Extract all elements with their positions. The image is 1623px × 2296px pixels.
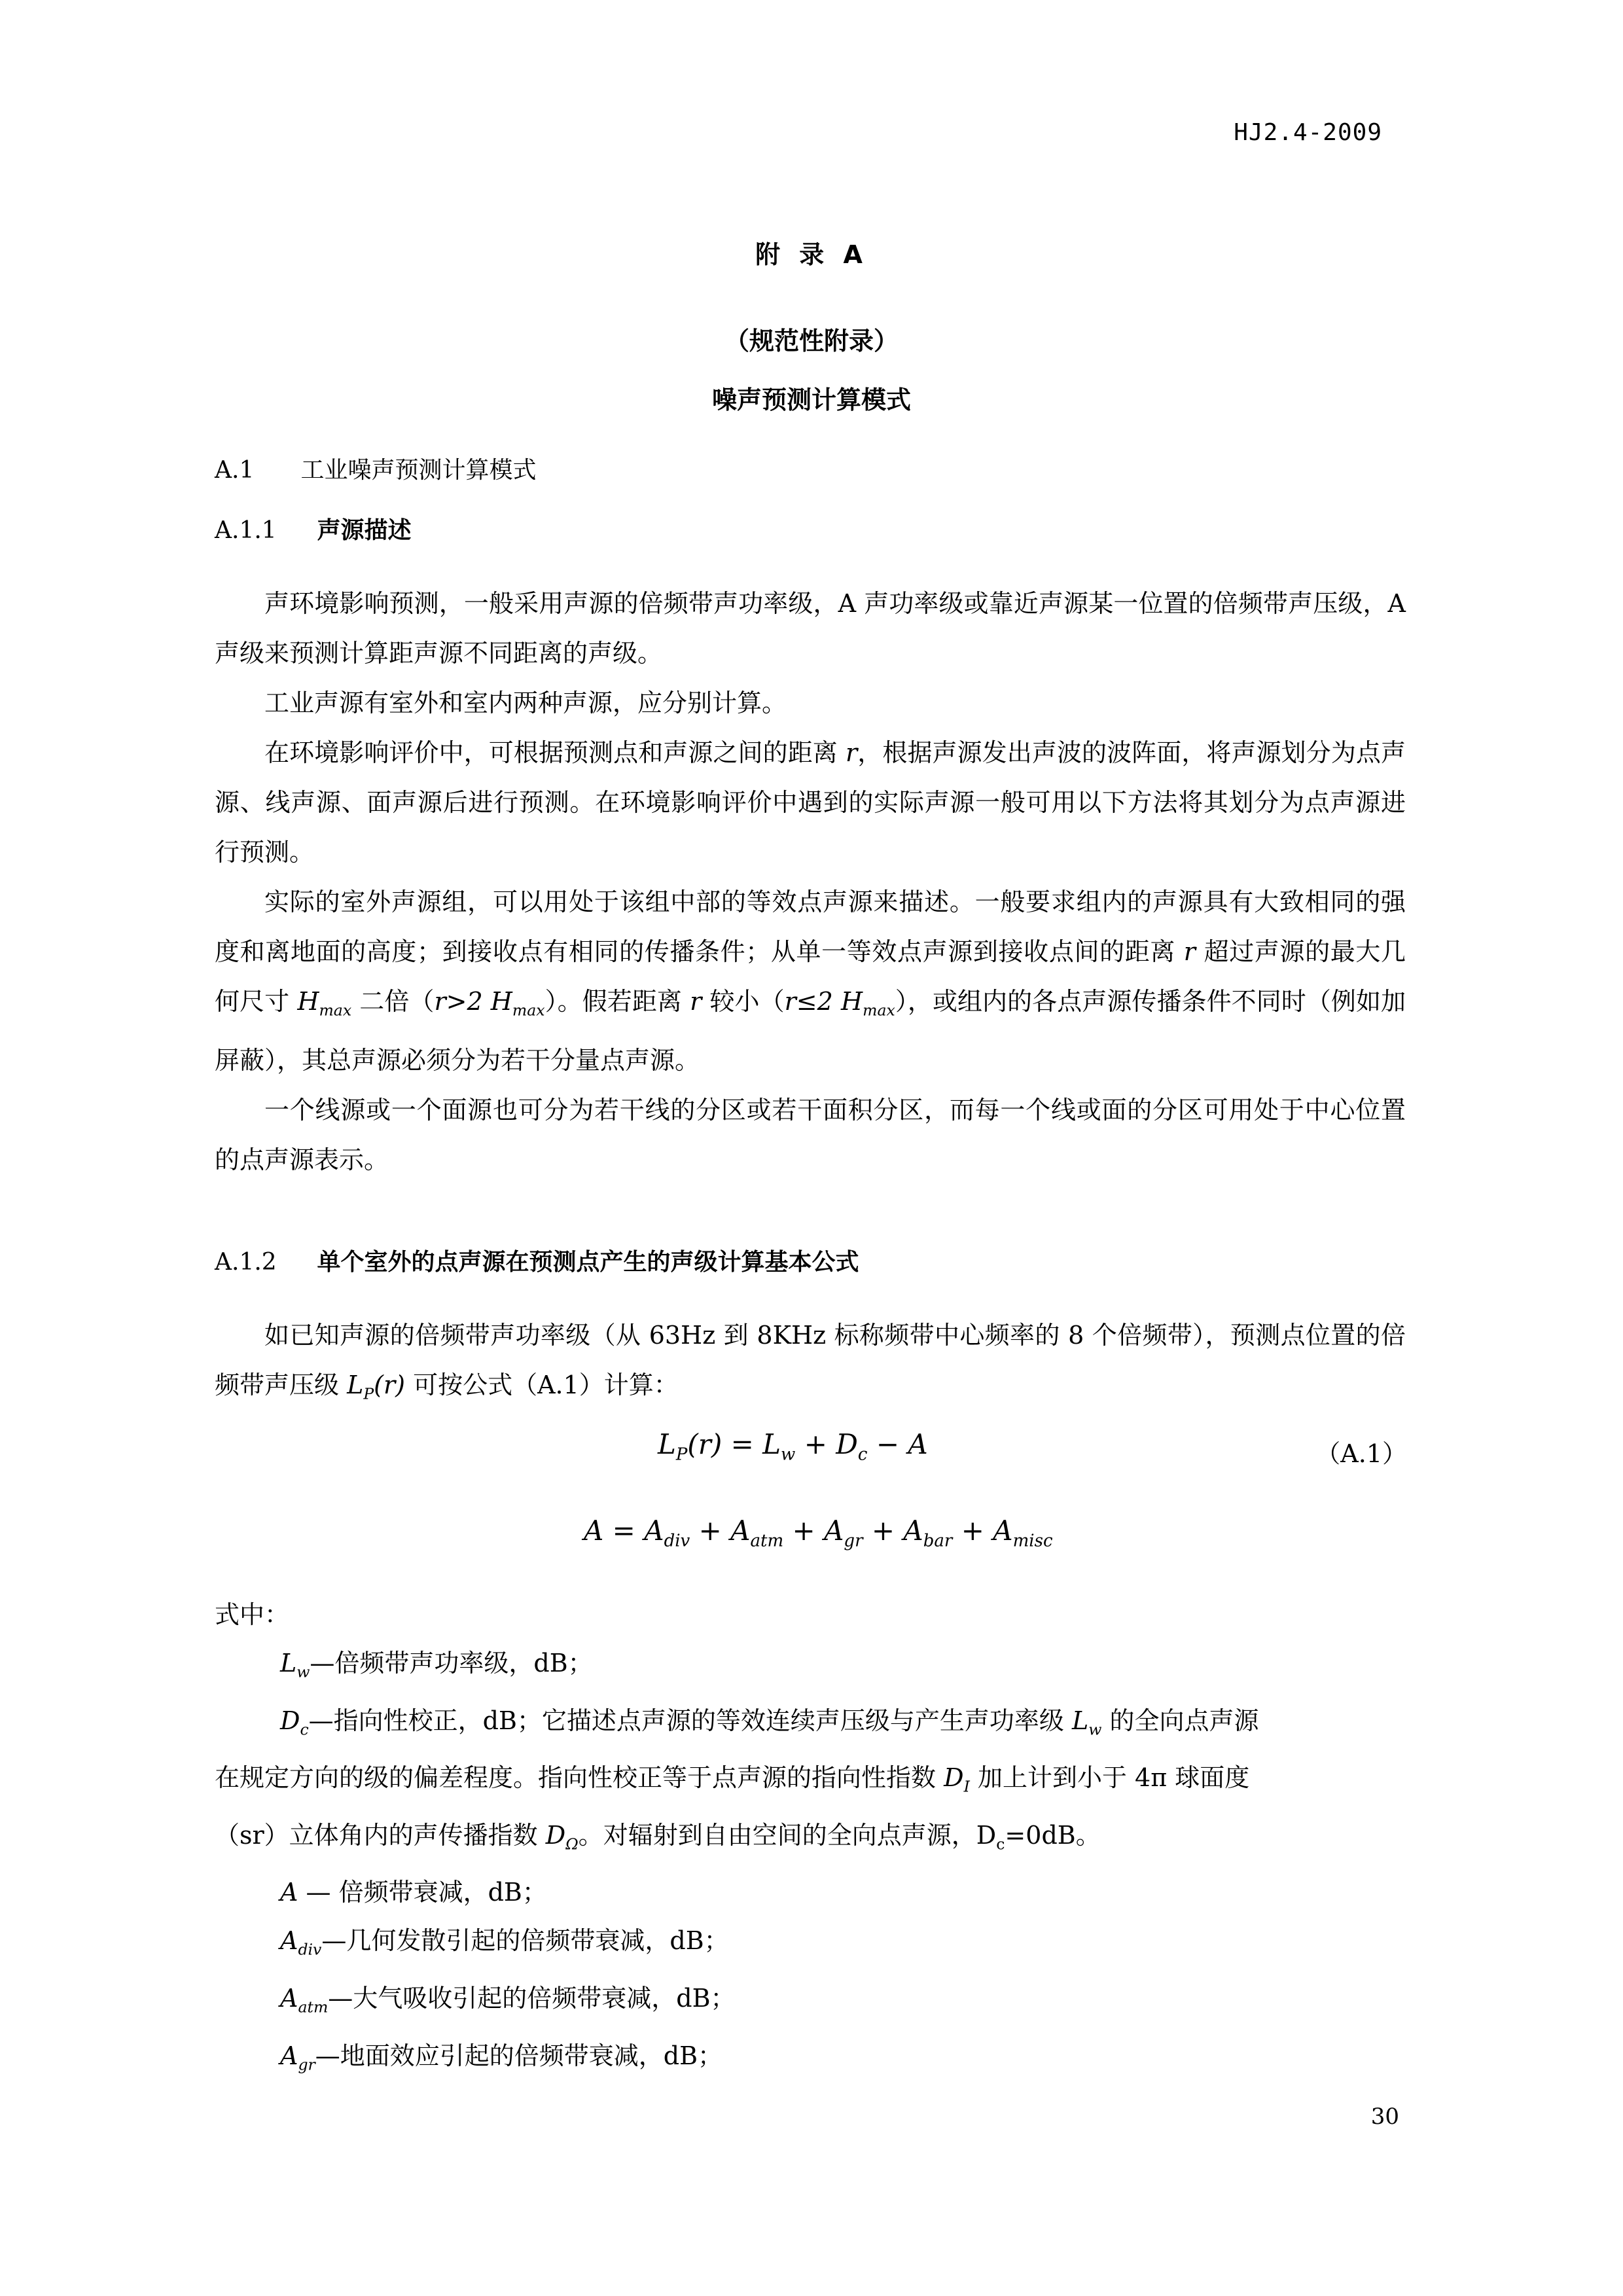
paragraph xyxy=(215,877,1406,1085)
eq-symbol: + A xyxy=(952,1515,1013,1547)
eq-subscript: bar xyxy=(923,1531,953,1551)
math-subscript: gr xyxy=(298,2055,315,2074)
section-title: 声源描述 xyxy=(317,517,412,544)
math-symbol: (r) xyxy=(374,1371,405,1399)
definition-dc xyxy=(215,1696,1406,1754)
section-title: 工业噪声预测计算模式 xyxy=(300,457,537,484)
equation-a1 xyxy=(658,1428,928,1464)
text-run: —地面效应引起的倍频带衰减，dB； xyxy=(315,2041,723,2070)
eq-subscript: misc xyxy=(1012,1531,1053,1551)
definition-adiv xyxy=(215,1916,1406,1974)
math-symbol: H xyxy=(297,987,319,1016)
eq-symbol: + A xyxy=(783,1515,844,1547)
math-symbol: r xyxy=(1183,937,1196,966)
text-run: 的全向点声源 xyxy=(1101,1706,1259,1735)
math-subscript: max xyxy=(512,1001,545,1020)
eq-symbol: + A xyxy=(863,1515,923,1547)
math-symbol: D xyxy=(280,1706,300,1735)
math-symbol: r xyxy=(846,738,858,767)
section-a11-heading xyxy=(215,512,411,545)
eq-subscript: c xyxy=(857,1444,868,1465)
eq-symbol: A = A xyxy=(584,1515,664,1547)
paragraph: 工业声源有室外和室内两种声源，应分别计算。 xyxy=(264,689,787,717)
eq-subscript: w xyxy=(781,1444,796,1465)
math-subscript: w xyxy=(296,1662,310,1681)
text-run: 在环境影响评价中，可根据预测点和声源之间的距离 xyxy=(264,738,846,767)
math-symbol: r>2 H xyxy=(434,987,512,1016)
definitions-list xyxy=(215,1590,1406,2089)
text-run: 如已知声源的倍频带声功率级（从 63Hz 到 8KHz 标称频带中心频率的 8 个倍频带），预测点位置的倍频带声压级 xyxy=(215,1321,1406,1399)
math-subscript: max xyxy=(319,1001,352,1020)
definition-agr xyxy=(215,2032,1406,2089)
math-symbol: A xyxy=(280,1926,298,1956)
text-run: — 倍频带衰减，dB； xyxy=(298,1878,547,1907)
math-subscript: Ω xyxy=(565,1835,579,1854)
text-run: 实际的室外声源组，可以用处于该组中部的等效点声源来描述。一般要求组内的声源具有大致相同的强度和离地面的高度；到接收点有相同的传播条件；从单一等效点声源到接收点间的距离 xyxy=(215,888,1406,966)
text-run: —大气吸收引起的倍频带衰减，dB； xyxy=(328,1983,736,2013)
text-run: =0dB。 xyxy=(1005,1820,1101,1850)
body-text-block-1 xyxy=(215,579,1406,1185)
text-run: ，根据声源发出声波的波阵面，将声源划分为点声源、线声源、面声源后进行预测。在环境影响评价中遇到的实际声源一般可用以下方法将其划分为点声源进行预测。 xyxy=(215,738,1406,867)
appendix-subtitle: （规范性附录） xyxy=(724,327,899,355)
section-number: A.1 xyxy=(215,457,255,484)
paragraph: 一个线源或一个面源也可分为若干线的分区或若干面积分区，而每一个线或面的分区可用处于中心位置的点声源表示。 xyxy=(215,1095,1406,1174)
text-run: 二倍（ xyxy=(351,987,435,1016)
paragraph xyxy=(215,728,1406,877)
definition-lw xyxy=(215,1639,1406,1696)
eq-subscript: P xyxy=(675,1444,688,1465)
math-symbol: A xyxy=(280,1983,298,2013)
math-symbol: L xyxy=(347,1371,364,1399)
paragraph: 声环境影响预测，一般采用声源的倍频带声功率级，A 声功率级或靠近声源某一位置的倍频带声压级，A 声级来预测计算距声源不同距离的声级。 xyxy=(215,589,1406,668)
page-number: 30 xyxy=(1370,2104,1399,2130)
eq-subscript: gr xyxy=(844,1531,863,1551)
math-subscript: c xyxy=(996,1835,1005,1854)
eq-subscript: atm xyxy=(750,1531,784,1551)
paragraph xyxy=(215,1310,1406,1419)
math-symbol: A xyxy=(280,2041,298,2070)
definitions-lead: 式中： xyxy=(215,1600,290,1629)
text-run: 可按公式（A.1）计算： xyxy=(405,1371,679,1399)
equation-attenuation xyxy=(584,1515,1053,1551)
math-subscript: div xyxy=(298,1940,322,1959)
equation-label: （A.1） xyxy=(1315,1439,1407,1468)
section-title: 单个室外的点声源在预测点产生的声级计算基本公式 xyxy=(317,1249,859,1276)
eq-symbol: L xyxy=(658,1428,676,1460)
definition-a xyxy=(215,1868,1406,1916)
text-run: —指向性校正，dB；它描述点声源的等效连续声压级与产生声功率级 xyxy=(308,1706,1073,1735)
section-number: A.1.1 xyxy=(215,517,277,544)
text-run: （sr）立体角内的声传播指数 xyxy=(215,1820,546,1850)
text-run: ）。假若距离 xyxy=(544,987,690,1016)
eq-symbol: + D xyxy=(795,1428,858,1460)
document-id: HJ2.4-2009 xyxy=(1234,119,1382,146)
eq-symbol: + A xyxy=(690,1515,751,1547)
math-subscript: atm xyxy=(298,1998,329,2017)
appendix-title: 附 录 A xyxy=(755,240,868,269)
math-symbol: r≤2 H xyxy=(784,987,863,1016)
text-run: —倍频带声功率级，dB； xyxy=(310,1649,593,1677)
math-subscript: w xyxy=(1088,1720,1102,1739)
math-symbol: L xyxy=(1072,1706,1089,1735)
math-symbol: D xyxy=(944,1763,964,1793)
appendix-main-title: 噪声预测计算模式 xyxy=(711,386,911,414)
eq-symbol: (r) = L xyxy=(687,1428,781,1460)
math-symbol: r xyxy=(690,987,702,1016)
text-run: 超过声源的最大几何尺寸 xyxy=(215,937,1406,1016)
section-number: A.1.2 xyxy=(215,1249,277,1276)
text-run: —几何发散引起的倍频带衰减，dB； xyxy=(321,1926,729,1956)
math-subscript: I xyxy=(963,1777,970,1796)
section-a1-heading xyxy=(215,452,536,485)
eq-symbol: − A xyxy=(867,1428,928,1460)
definition-aatm xyxy=(215,1974,1406,2032)
math-symbol: L xyxy=(280,1649,297,1677)
text-run: 在规定方向的级的偏差程度。指向性校正等于点声源的指向性指数 xyxy=(215,1763,944,1793)
text-run: ），或组内的各点声源传播条件不同时（例如加屏蔽），其总声源必须分为若干分量点声源。 xyxy=(215,987,1406,1075)
text-run: 较小（ xyxy=(702,987,785,1016)
math-subscript: max xyxy=(863,1001,895,1020)
eq-subscript: div xyxy=(664,1531,690,1551)
section-a12-heading xyxy=(215,1244,859,1277)
math-subscript: c xyxy=(300,1720,309,1739)
math-symbol: D xyxy=(545,1820,566,1850)
math-symbol: A xyxy=(280,1878,298,1907)
definition-dc-continued-2 xyxy=(215,1811,1406,1869)
text-run: 。对辐射到自由空间的全向点声源，D xyxy=(578,1820,997,1850)
math-subscript: P xyxy=(363,1384,374,1403)
body-text-block-2 xyxy=(215,1310,1406,1419)
definition-dc-continued xyxy=(215,1753,1406,1811)
text-run: 加上计到小于 4π 球面度 xyxy=(969,1763,1250,1793)
